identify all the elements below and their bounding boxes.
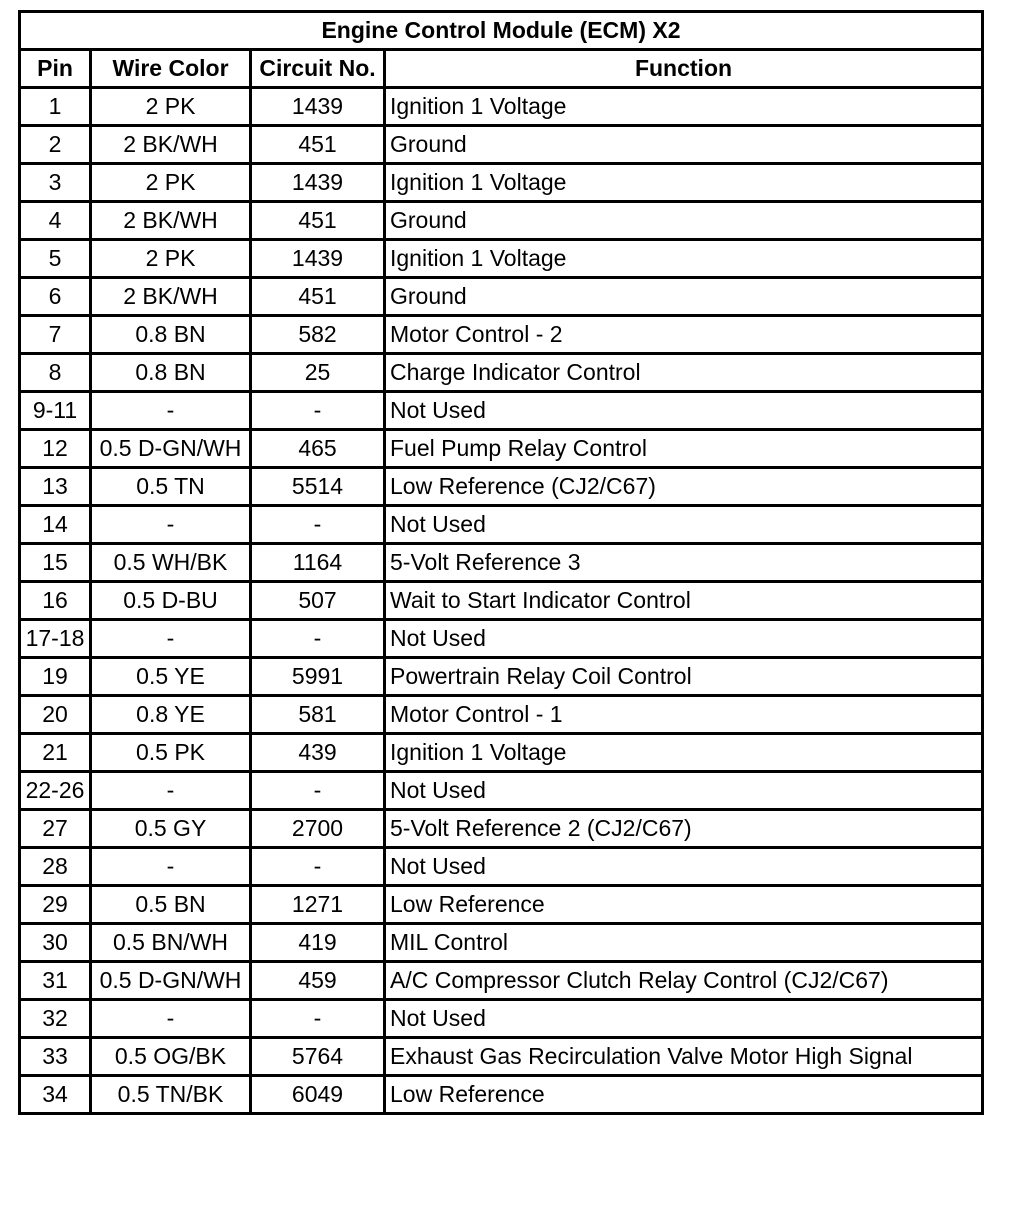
- header-row: [20, 50, 983, 88]
- cell-circuit: 451: [251, 278, 385, 316]
- cell-circuit: 582: [251, 316, 385, 354]
- table-row: [20, 1076, 983, 1114]
- cell-function: Ignition 1 Voltage: [385, 240, 983, 278]
- cell-function: Ground: [385, 278, 983, 316]
- table-row: [20, 658, 983, 696]
- cell-function: Charge Indicator Control: [385, 354, 983, 392]
- table-row: [20, 962, 983, 1000]
- table-title: Engine Control Module (ECM) X2: [20, 12, 983, 50]
- cell-wire-color: 0.5 YE: [91, 658, 251, 696]
- cell-wire-color: 0.5 BN/WH: [91, 924, 251, 962]
- table-row: [20, 354, 983, 392]
- cell-function: Not Used: [385, 772, 983, 810]
- cell-wire-color: -: [91, 392, 251, 430]
- cell-wire-color: 0.5 TN/BK: [91, 1076, 251, 1114]
- cell-circuit: 507: [251, 582, 385, 620]
- cell-pin: 29: [20, 886, 91, 924]
- cell-wire-color: 2 BK/WH: [91, 202, 251, 240]
- cell-wire-color: -: [91, 506, 251, 544]
- table-row: [20, 164, 983, 202]
- cell-wire-color: 2 PK: [91, 88, 251, 126]
- header-circuit: Circuit No.: [251, 50, 385, 88]
- cell-function: Low Reference (CJ2/C67): [385, 468, 983, 506]
- header-wire-color: Wire Color: [91, 50, 251, 88]
- cell-circuit: 439: [251, 734, 385, 772]
- cell-wire-color: 0.5 D-GN/WH: [91, 962, 251, 1000]
- cell-circuit: 1439: [251, 240, 385, 278]
- cell-wire-color: 0.8 BN: [91, 354, 251, 392]
- cell-wire-color: 0.5 D-GN/WH: [91, 430, 251, 468]
- table-row: [20, 316, 983, 354]
- cell-circuit: 581: [251, 696, 385, 734]
- cell-wire-color: 0.5 BN: [91, 886, 251, 924]
- cell-circuit: -: [251, 848, 385, 886]
- cell-circuit: -: [251, 772, 385, 810]
- cell-function: Motor Control - 1: [385, 696, 983, 734]
- cell-pin: 6: [20, 278, 91, 316]
- cell-pin: 27: [20, 810, 91, 848]
- table-row: [20, 1038, 983, 1076]
- cell-function: Ground: [385, 202, 983, 240]
- cell-function: Powertrain Relay Coil Control: [385, 658, 983, 696]
- cell-pin: 28: [20, 848, 91, 886]
- cell-circuit: 1271: [251, 886, 385, 924]
- cell-circuit: -: [251, 1000, 385, 1038]
- table-row: [20, 126, 983, 164]
- cell-function: Not Used: [385, 620, 983, 658]
- cell-circuit: 1439: [251, 164, 385, 202]
- cell-pin: 12: [20, 430, 91, 468]
- cell-circuit: 459: [251, 962, 385, 1000]
- cell-circuit: -: [251, 506, 385, 544]
- table-row: [20, 506, 983, 544]
- table-row: [20, 886, 983, 924]
- cell-circuit: 465: [251, 430, 385, 468]
- cell-function: 5-Volt Reference 3: [385, 544, 983, 582]
- cell-function: MIL Control: [385, 924, 983, 962]
- cell-pin: 13: [20, 468, 91, 506]
- cell-pin: 4: [20, 202, 91, 240]
- table-row: [20, 734, 983, 772]
- table-row: [20, 544, 983, 582]
- title-row: [20, 12, 983, 50]
- cell-circuit: 2700: [251, 810, 385, 848]
- cell-pin: 1: [20, 88, 91, 126]
- table-row: [20, 1000, 983, 1038]
- cell-pin: 19: [20, 658, 91, 696]
- cell-wire-color: -: [91, 620, 251, 658]
- cell-pin: 9-11: [20, 392, 91, 430]
- table-body: [20, 88, 983, 1114]
- cell-wire-color: 0.5 WH/BK: [91, 544, 251, 582]
- cell-wire-color: 2 BK/WH: [91, 278, 251, 316]
- cell-pin: 30: [20, 924, 91, 962]
- cell-function: Wait to Start Indicator Control: [385, 582, 983, 620]
- cell-function: Fuel Pump Relay Control: [385, 430, 983, 468]
- cell-circuit: 1439: [251, 88, 385, 126]
- cell-function: Exhaust Gas Recirculation Valve Motor High Signal: [385, 1038, 983, 1076]
- cell-function: Not Used: [385, 392, 983, 430]
- table-row: [20, 202, 983, 240]
- cell-wire-color: -: [91, 848, 251, 886]
- cell-pin: 14: [20, 506, 91, 544]
- table-row: [20, 772, 983, 810]
- table-row: [20, 810, 983, 848]
- cell-function: Ignition 1 Voltage: [385, 88, 983, 126]
- cell-wire-color: 0.5 OG/BK: [91, 1038, 251, 1076]
- table-row: [20, 430, 983, 468]
- cell-pin: 5: [20, 240, 91, 278]
- cell-circuit: 451: [251, 126, 385, 164]
- cell-pin: 34: [20, 1076, 91, 1114]
- table-row: [20, 696, 983, 734]
- cell-pin: 8: [20, 354, 91, 392]
- cell-function: Motor Control - 2: [385, 316, 983, 354]
- cell-pin: 21: [20, 734, 91, 772]
- table-row: [20, 620, 983, 658]
- cell-function: Not Used: [385, 506, 983, 544]
- cell-pin: 17-18: [20, 620, 91, 658]
- cell-circuit: 5764: [251, 1038, 385, 1076]
- cell-circuit: -: [251, 392, 385, 430]
- cell-pin: 22-26: [20, 772, 91, 810]
- cell-pin: 33: [20, 1038, 91, 1076]
- cell-circuit: 5514: [251, 468, 385, 506]
- cell-function: Not Used: [385, 1000, 983, 1038]
- cell-function: Low Reference: [385, 1076, 983, 1114]
- cell-circuit: -: [251, 620, 385, 658]
- header-function: Function: [385, 50, 983, 88]
- table-row: [20, 468, 983, 506]
- cell-pin: 20: [20, 696, 91, 734]
- table-row: [20, 924, 983, 962]
- cell-wire-color: -: [91, 1000, 251, 1038]
- cell-circuit: 419: [251, 924, 385, 962]
- header-pin: Pin: [20, 50, 91, 88]
- cell-function: 5-Volt Reference 2 (CJ2/C67): [385, 810, 983, 848]
- cell-wire-color: 0.8 YE: [91, 696, 251, 734]
- table-row: [20, 240, 983, 278]
- cell-pin: 7: [20, 316, 91, 354]
- cell-wire-color: 2 PK: [91, 164, 251, 202]
- table-row: [20, 88, 983, 126]
- table-row: [20, 392, 983, 430]
- cell-circuit: 6049: [251, 1076, 385, 1114]
- cell-wire-color: 0.5 TN: [91, 468, 251, 506]
- cell-wire-color: 0.8 BN: [91, 316, 251, 354]
- cell-pin: 16: [20, 582, 91, 620]
- table-row: [20, 848, 983, 886]
- table-row: [20, 278, 983, 316]
- cell-wire-color: 0.5 PK: [91, 734, 251, 772]
- cell-wire-color: 2 PK: [91, 240, 251, 278]
- cell-circuit: 25: [251, 354, 385, 392]
- cell-wire-color: 0.5 GY: [91, 810, 251, 848]
- cell-pin: 3: [20, 164, 91, 202]
- cell-function: A/C Compressor Clutch Relay Control (CJ2/C67): [385, 962, 983, 1000]
- cell-function: Ground: [385, 126, 983, 164]
- cell-function: Ignition 1 Voltage: [385, 164, 983, 202]
- cell-circuit: 5991: [251, 658, 385, 696]
- cell-function: Ignition 1 Voltage: [385, 734, 983, 772]
- cell-pin: 2: [20, 126, 91, 164]
- cell-wire-color: 0.5 D-BU: [91, 582, 251, 620]
- cell-circuit: 1164: [251, 544, 385, 582]
- cell-pin: 31: [20, 962, 91, 1000]
- cell-function: Not Used: [385, 848, 983, 886]
- cell-wire-color: -: [91, 772, 251, 810]
- pinout-table: [18, 10, 984, 1115]
- cell-wire-color: 2 BK/WH: [91, 126, 251, 164]
- cell-pin: 32: [20, 1000, 91, 1038]
- cell-circuit: 451: [251, 202, 385, 240]
- cell-pin: 15: [20, 544, 91, 582]
- table-row: [20, 582, 983, 620]
- cell-function: Low Reference: [385, 886, 983, 924]
